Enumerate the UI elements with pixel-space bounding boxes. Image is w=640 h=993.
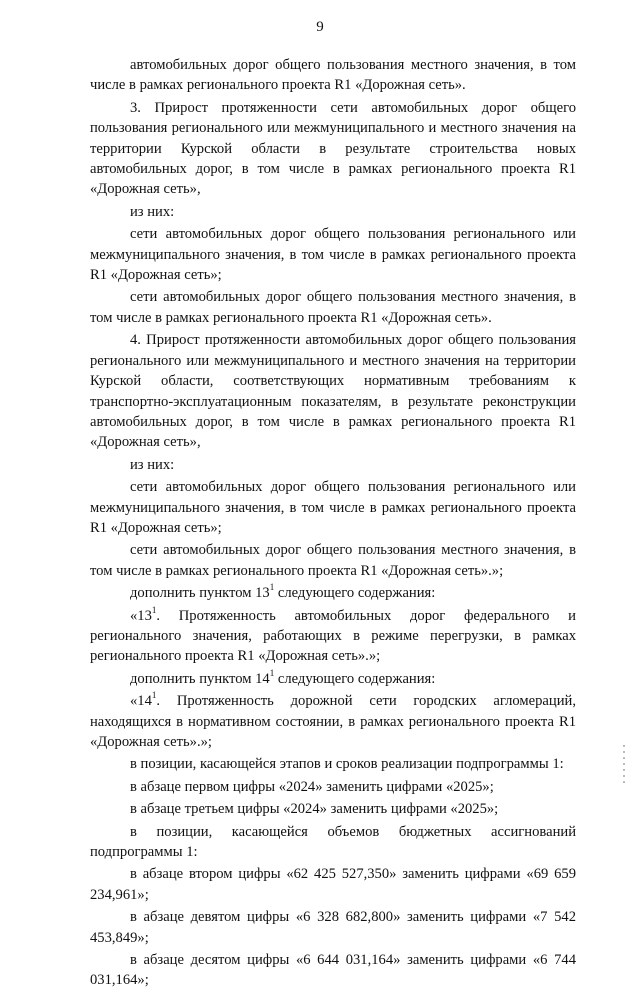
superscript: 1 [269, 582, 275, 593]
superscript: 1 [269, 667, 275, 678]
paragraph [90, 583, 576, 603]
paragraph: автомобильных дорог общего пользования местного значения, в том числе в рамках регионального проекта R1 «Дорожная сеть». [90, 57, 576, 94]
paragraph: в абзаце десятом цифры «6 644 031,164» заменить цифрами «6 744 031,164»; [90, 952, 576, 989]
paragraph-text: дополнить пунктом 13 [130, 585, 270, 602]
paragraph: сети автомобильных дорог общего пользования регионального или межмуниципального значения, в том числе в рамках регионального проекта R1 «Дорожная сеть»; [90, 226, 576, 284]
paragraph: в абзаце первом цифры «2024» заменить цифрами «2025»; [130, 778, 494, 795]
paragraph: сети автомобильных дорог общего пользования регионального или межмуниципального значения, в том числе в рамках регионального проекта R1 «Дорожная сеть»; [90, 479, 576, 536]
superscript: 1 [151, 690, 157, 701]
paragraph: из них: [130, 203, 175, 220]
paragraph: в позиции, касающейся этапов и сроков реализации подпрограммы 1: [130, 756, 564, 773]
paragraph [90, 669, 576, 689]
paragraph-text: «14 [130, 693, 152, 710]
paragraph-text: «13 [130, 607, 152, 624]
paragraph-text: . Протяженность автомобильных дорог федерального и регионального значения, работающих в режиме перегрузки, в рамках регионального проекта R1 «Дорожная сеть».»; [90, 607, 576, 665]
scan-margin-marks [623, 745, 625, 785]
paragraph-text: следующего содержания: [274, 670, 436, 687]
paragraph: сети автомобильных дорог общего пользования местного значения, в том числе в рамках регионального проекта R1 «Дорожная сеть». [90, 289, 576, 326]
paragraph-text: . Протяженность дорожной сети городских агломераций, находящихся в нормативном состоянии, в рамках регионального проекта R1 «Дорожная сеть».»; [90, 693, 576, 750]
document-body [90, 55, 576, 993]
paragraph: в абзаце девятом цифры «6 328 682,800» заменить цифрами «7 542 453,849»; [90, 909, 576, 946]
paragraph: из них: [130, 456, 175, 473]
paragraph: 3. Прирост протяженности сети автомобильных дорог общего пользования регионального или межмуниципального и местного значения на территории Курской области в результате строительства новых автомобильных дорог, в том числе в рамках регионального проекта R1 «Дорожная сеть», [90, 99, 576, 198]
page-number: 9 [316, 19, 324, 35]
paragraph-text: дополнить пунктом 14 [130, 670, 270, 687]
paragraph: 4. Прирост протяженности автомобильных дорог общего пользования регионального или межмуниципального и местного значения на территории Курской области, соответствующих нормативным требованиям к транспортно-эксплуатационным показателям, в результате реконструкции автомобильных дорог, в том числе в рамках регионального проекта R1 «Дорожная сеть», [90, 332, 576, 451]
paragraph [90, 691, 576, 752]
paragraph: в позиции, касающейся объемов бюджетных ассигнований подпрограммы 1: [90, 823, 576, 861]
paragraph-text: следующего содержания: [274, 585, 436, 602]
paragraph: в абзаце втором цифры «62 425 527,350» заменить цифрами «69 659 234,961»; [90, 866, 576, 903]
paragraph [90, 606, 576, 667]
paragraph: в абзаце третьем цифры «2024» заменить цифрами «2025»; [130, 801, 499, 818]
superscript: 1 [151, 604, 157, 615]
paragraph: сети автомобильных дорог общего пользования местного значения, в том числе в рамках регионального проекта R1 «Дорожная сеть».»; [90, 542, 576, 579]
